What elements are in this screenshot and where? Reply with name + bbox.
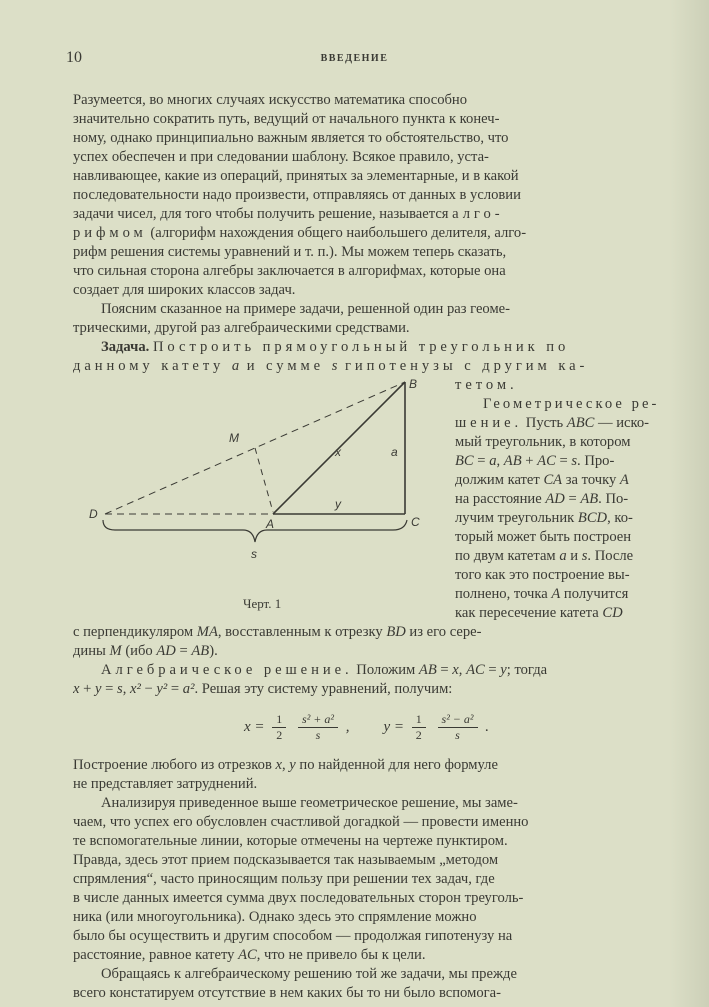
text-segment: полнено, точка [455, 586, 552, 602]
text-line [455, 604, 660, 623]
text-line [73, 756, 660, 775]
text-segment: = [473, 453, 490, 469]
text-line [73, 946, 660, 965]
text-segment: из его сере- [405, 624, 482, 640]
text-segment: + [79, 681, 96, 697]
text-line [455, 414, 660, 433]
text-segment: x [452, 662, 459, 678]
text-segment: AB [503, 453, 522, 469]
text-segment: было бы осуществить и другим способом — продолжая гипотенузу на [73, 928, 513, 944]
text-segment: y [500, 662, 507, 678]
text-segment: в числе данных имеется сумма двух последовательных сторон треуголь- [73, 890, 524, 906]
text-segment: AC [537, 453, 556, 469]
text-segment: расстояние, равное катету [73, 947, 239, 963]
text-segment: тетом. [455, 377, 518, 393]
text-segment: гипотенузы с другим ка- [337, 358, 589, 374]
figure-1 [73, 376, 455, 623]
text-segment: x² [130, 681, 141, 697]
text-line [73, 832, 660, 851]
text-segment: рифмом [73, 225, 147, 241]
text-line [73, 908, 660, 927]
text-segment: . По- [598, 491, 629, 507]
text-segment: = [167, 681, 183, 697]
text-line [73, 661, 660, 680]
text-segment: за точку [562, 472, 620, 488]
label-m: M [229, 431, 239, 445]
text-segment: с перпендикуляром [73, 624, 197, 640]
text-segment: шение. [455, 415, 523, 431]
label-a-side: a [391, 445, 398, 459]
text-line [73, 680, 660, 699]
text-line [73, 338, 660, 357]
label-c: C [411, 515, 420, 529]
text-segment: a [231, 358, 240, 374]
text-segment: данному катету [73, 358, 232, 374]
text-segment: . Решая эту систему уравнений, получим: [194, 681, 453, 697]
text-segment: Геометрическое ре- [483, 396, 660, 412]
text-segment: Правда, здесь этот прием подсказывается так называемым „методом [73, 852, 499, 868]
label-s: s [251, 547, 257, 561]
text-segment: x [73, 681, 80, 697]
text-segment: рифм решения системы уравнений и т. п.). Мы можем теперь сказать, [73, 244, 507, 260]
text-segment: s [571, 453, 578, 469]
text-line [455, 490, 660, 509]
text-segment: s [117, 681, 123, 697]
text-segment: = [564, 491, 581, 507]
text-segment: Обращаясь к алгебраическому решению той же задачи, мы прежде [101, 966, 517, 982]
label-x: x [335, 445, 341, 459]
text-line [73, 300, 660, 319]
text-segment: M [109, 643, 122, 659]
text-segment: те вспомогательные линии, которые отмечены на чертеже пунктиром. [73, 833, 508, 849]
text-segment: мый треугольник, в котором [455, 434, 631, 450]
text-line [73, 889, 660, 908]
text-line [73, 965, 660, 984]
text-segment: − [140, 681, 157, 697]
text-segment: y² [156, 681, 168, 697]
text-segment: MA [196, 624, 218, 640]
text-segment: по найденной для него формуле [295, 757, 498, 773]
text-line [455, 528, 660, 547]
text-segment: чаем, что успех его обусловлен счастливой догадкой — провести именно [73, 814, 529, 830]
text-segment: A [619, 472, 629, 488]
text-segment: BD [386, 624, 406, 640]
text-segment: лучим треугольник [455, 510, 578, 526]
text-segment: , восставленным к отрезку [217, 624, 387, 640]
text-segment: получится [560, 586, 629, 602]
text-segment: создает для широких классов задач. [73, 282, 296, 298]
text-line [73, 642, 660, 661]
text-segment: y [95, 681, 102, 697]
text-segment: s [581, 548, 588, 564]
text-line [455, 566, 660, 585]
text-segment: , [496, 453, 504, 469]
text-segment: a [559, 548, 567, 564]
text-segment: Разумеется, во многих случаях искусство математика способно [73, 92, 468, 108]
formula-y [384, 712, 490, 743]
text-segment: a [489, 453, 497, 469]
text-segment: всего констатируем отсутствие в нем каких бы то ни было вспомога- [73, 985, 501, 1001]
text-segment: алго- [452, 206, 504, 222]
text-segment: AB [580, 491, 599, 507]
text-line [455, 547, 660, 566]
text-segment: s [331, 358, 338, 374]
text-segment: на расстояние [455, 491, 546, 507]
figure-caption: Черт. 1 [243, 596, 282, 611]
text-line [73, 148, 660, 167]
top-text [73, 91, 660, 376]
text-line [73, 623, 660, 642]
text-segment: — иско- [594, 415, 650, 431]
text-segment: Алгебраическое решение. [101, 662, 353, 678]
text-line [73, 794, 660, 813]
text-segment: AB [418, 662, 437, 678]
text-segment: не представляет затруднений. [73, 776, 258, 792]
text-line [455, 509, 660, 528]
text-line [73, 186, 660, 205]
text-line [73, 927, 660, 946]
label-a: A [266, 517, 275, 531]
text-segment: Задача. [101, 339, 150, 355]
text-segment: ABC [566, 415, 595, 431]
running-title: ВВЕДЕНИЕ [320, 53, 389, 64]
dashed-line-ma [255, 448, 273, 512]
text-segment: y [289, 757, 296, 773]
text-segment: (алгорифм нахождения общего наибольшего делителя, алго- [146, 225, 527, 241]
text-line [73, 357, 660, 376]
text-line [455, 452, 660, 471]
text-segment: . После [587, 548, 634, 564]
text-segment: успех обеспечен и при следовании шаблону. Всякое правило, уста- [73, 149, 489, 165]
label-y: y [335, 497, 341, 511]
text-segment: дины [73, 643, 110, 659]
formula-x-fraction: $\frac{\text{s² + a²}}{s}$ [298, 712, 338, 743]
formula-x [244, 712, 350, 743]
text-line [73, 870, 660, 889]
text-segment: и сумме [239, 358, 332, 374]
page-body [73, 91, 660, 1003]
brace-s [103, 520, 407, 542]
text-line [73, 851, 660, 870]
text-segment: AB [191, 643, 210, 659]
figure-and-text [73, 376, 660, 623]
page-number: 10 [66, 49, 82, 66]
text-line [73, 110, 660, 129]
text-segment: + [521, 453, 538, 469]
formula-x-punct: , [345, 718, 350, 735]
formula [73, 699, 660, 756]
text-segment: , ко- [607, 510, 633, 526]
text-segment: (ибо [121, 643, 157, 659]
text-segment: трическими, другой раз алгебраическими средствами. [73, 320, 410, 336]
text-line [455, 585, 660, 604]
text-segment: BCD [577, 510, 608, 526]
text-segment: , [122, 681, 131, 697]
text-segment: последовательности надо произвести, отправляясь от данных в условии [73, 187, 521, 203]
text-segment: = [484, 662, 501, 678]
text-segment: , [281, 757, 290, 773]
text-line [73, 224, 660, 243]
formula-y-lhs: y = [383, 718, 405, 735]
text-line [73, 984, 660, 1003]
text-segment: AC [238, 947, 257, 963]
text-segment: = [101, 681, 118, 697]
label-b: B [409, 377, 418, 391]
text-line [73, 243, 660, 262]
formula-y-coefficient: $\frac{1}{2}$ [412, 712, 426, 743]
text-line [455, 433, 660, 452]
text-segment: Положим [352, 662, 419, 678]
text-line [73, 813, 660, 832]
text-segment: AC [466, 662, 485, 678]
text-segment: , что не привело бы к цели. [256, 947, 426, 963]
text-segment: . Про- [577, 453, 615, 469]
label-d: D [89, 507, 98, 521]
text-segment: BC [455, 453, 474, 469]
middle-text [73, 623, 660, 699]
right-column-text [455, 376, 660, 623]
text-segment: как пересечение катета [455, 605, 603, 621]
text-segment: , [458, 662, 467, 678]
text-segment: Анализируя приведенное выше геометрическое решение, мы заме- [101, 795, 518, 811]
text-segment: A [551, 586, 561, 602]
text-segment: ному, однако принципиально важным является то обстоятельство, что [73, 130, 509, 146]
text-segment: значительно сократить путь, ведущий от начального пункта к конеч- [73, 111, 500, 127]
text-segment: a² [182, 681, 195, 697]
text-line [455, 376, 660, 395]
text-segment: по двум катетам [455, 548, 560, 564]
text-segment: = [175, 643, 192, 659]
text-segment: и [566, 548, 582, 564]
page-edge-shadow [669, 0, 709, 1007]
text-line [73, 281, 660, 300]
formula-y-fraction: $\frac{\text{s² − a²}}{s}$ [438, 712, 478, 743]
text-line [73, 775, 660, 794]
text-segment: ). [209, 643, 218, 659]
text-segment: ; тогда [506, 662, 548, 678]
text-segment: = [436, 662, 453, 678]
text-segment: торый может быть построен [455, 529, 632, 545]
text-segment: AD [156, 643, 176, 659]
triangle-diagram [73, 376, 455, 623]
text-segment: того как это построение вы- [455, 567, 630, 583]
text-line [455, 395, 660, 414]
text-segment: ника (или многоугольника). Однако здесь это спрямление можно [73, 909, 477, 925]
text-line [73, 262, 660, 281]
text-segment: Построение любого из отрезков [73, 757, 276, 773]
text-line [455, 471, 660, 490]
bottom-text [73, 756, 660, 1003]
text-segment: Поясним сказанное на примере задачи, решенной один раз геоме- [101, 301, 511, 317]
text-segment: спрямления“, часто приносящим пользу при решении тех задач, где [73, 871, 495, 887]
text-line [73, 205, 660, 224]
formula-x-lhs: x = [244, 718, 265, 735]
text-line [73, 129, 660, 148]
text-segment: Построить прямоугольный треугольник по [152, 339, 570, 355]
text-segment: CD [602, 605, 623, 621]
text-line [73, 91, 660, 110]
formula-y-punct: . [485, 718, 489, 735]
text-segment: навливающее, какие из операций, принятых за элементарные, и в какой [73, 168, 519, 184]
text-segment: CA [543, 472, 563, 488]
text-segment: что сильная сторона алгебры заключается в алгорифмах, которые она [73, 263, 506, 279]
formula-x-coefficient: $\frac{1}{2}$ [272, 712, 286, 743]
text-segment: Пусть [522, 415, 567, 431]
text-segment: задачи чисел, для того чтобы получить решение, называется [73, 206, 453, 222]
text-line [73, 319, 660, 338]
text-segment: AD [545, 491, 565, 507]
text-segment: должим катет [455, 472, 544, 488]
text-segment: x [275, 757, 282, 773]
text-line [73, 167, 660, 186]
text-segment: = [555, 453, 572, 469]
